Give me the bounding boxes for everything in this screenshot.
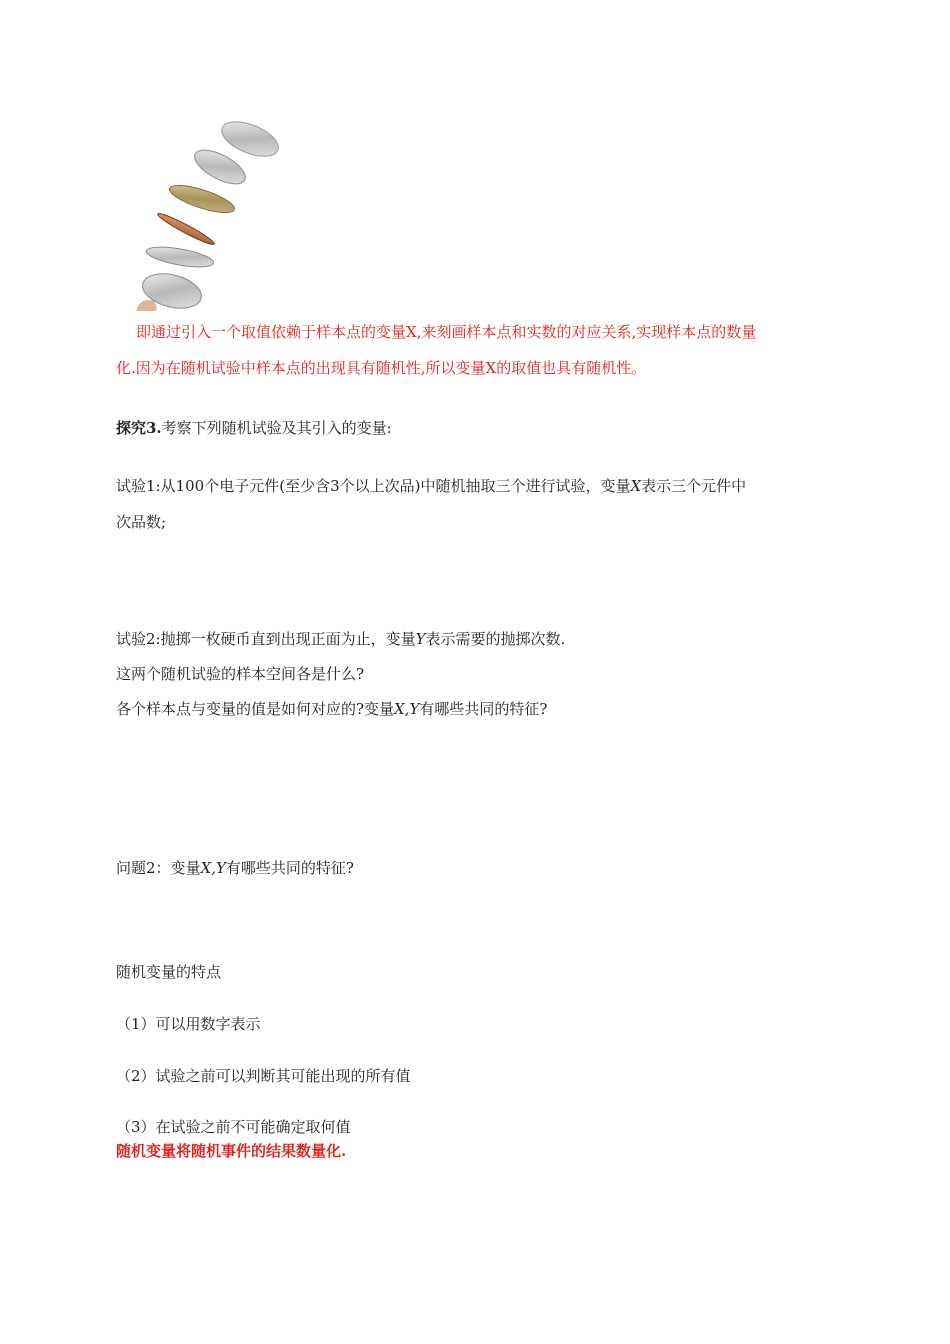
trial2-text-b: 表示需要的抛掷次数. <box>425 630 566 648</box>
intro-line-1: 即通过引入一个取值依赖于样本点的变量X,来刻画样本点和实数的对应关系,实现样本点的数量 <box>136 323 757 341</box>
trial1-text-a: 试验1:从100个电子元件(至少含3个以上次品)中随机抽取三个进行试验，变量 <box>116 477 631 495</box>
feature-item-3: （3）在试验之前不可能确定取何值 <box>116 1118 351 1136</box>
coin-3 <box>167 180 237 218</box>
intro-line-2: 化.因为在随机试验中样本点的出现具有随机性,所以变量X的取值也具有随机性。 <box>116 359 647 377</box>
trial2-text-a: 试验2:抛掷一枚硬币直到出现正面为止，变量 <box>116 630 416 648</box>
sample-space-question: 这两个随机试验的样本空间各是什么? <box>116 665 365 683</box>
question2 <box>116 858 354 878</box>
trial2-line <box>116 629 565 649</box>
coin-5 <box>145 243 215 271</box>
explore3-text: 考察下列随机试验及其引入的变量: <box>161 419 392 437</box>
explore3-heading <box>116 418 392 438</box>
explore3-label: 探究3. <box>116 419 162 437</box>
trial1-text-b: 表示三个元件中 <box>641 477 747 495</box>
question2-text-b: 有哪些共同的特征? <box>225 859 354 877</box>
features-title: 随机变量的特点 <box>116 963 222 981</box>
mapping-text-a: 各个样本点与变量的值是如何对应的?变量 <box>116 700 395 718</box>
trial2-var: Y <box>415 630 426 648</box>
trial1-var: X <box>630 477 642 495</box>
falling-coins-image <box>128 115 288 311</box>
feature-item-2: （2）试验之前可以判断其可能出现的所有值 <box>116 1067 411 1085</box>
mapping-text-b: 有哪些共同的特征? <box>419 700 548 718</box>
question2-vars: X,Y <box>200 859 226 877</box>
trial1-line-2: 次品数; <box>116 513 167 531</box>
mapping-question <box>116 699 547 719</box>
hand-shape <box>136 300 157 311</box>
conclusion: 随机变量将随机事件的结果数量化. <box>116 1142 347 1160</box>
coin-4 <box>156 210 216 247</box>
trial1-line-1 <box>116 476 746 496</box>
coin-1 <box>217 115 283 163</box>
question2-text-a: 问题2：变量 <box>116 859 201 877</box>
mapping-vars: X,Y <box>394 700 420 718</box>
feature-item-1: （1）可以用数字表示 <box>116 1015 261 1033</box>
